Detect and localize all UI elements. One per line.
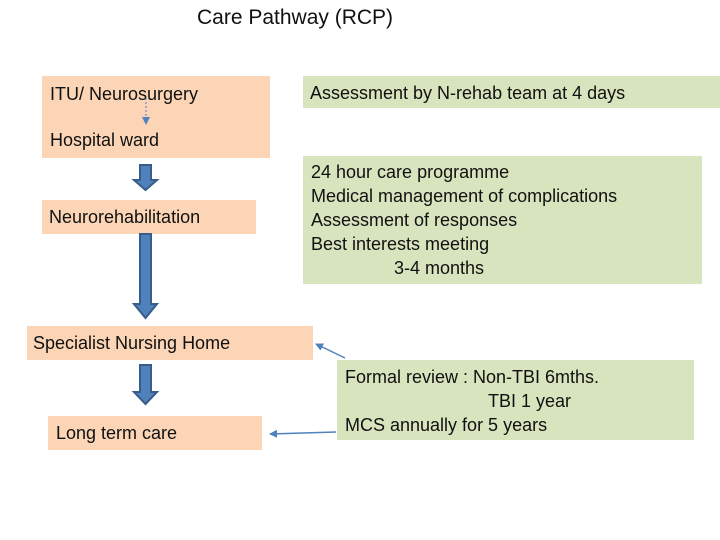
care-programme-line-5: 3-4 months xyxy=(394,258,485,278)
assessment-label: Assessment by N-rehab team at 4 days xyxy=(310,83,626,103)
neurorehabilitation-label: Neurorehabilitation xyxy=(49,207,201,227)
down-arrow-3 xyxy=(134,365,157,404)
care-programme-line-1: 24 hour care programme xyxy=(311,162,510,182)
formal-review-line-1: Formal review : Non-TBI 6mths. xyxy=(345,367,600,387)
review-to-nursing-home-arrow xyxy=(316,344,345,358)
down-arrow-1 xyxy=(134,165,157,190)
formal-review-line-2: TBI 1 year xyxy=(488,391,572,411)
formal-review-line-3: MCS annually for 5 years xyxy=(345,415,548,435)
care-programme-line-2: Medical management of complications xyxy=(311,186,618,206)
review-to-long-term-care-arrow xyxy=(270,432,336,434)
hospital-ward-label: Hospital ward xyxy=(50,130,160,150)
diagram-title: Care Pathway (RCP) xyxy=(197,6,394,29)
care-programme-line-4: Best interests meeting xyxy=(311,234,490,254)
down-arrow-2 xyxy=(134,234,157,318)
itu-neurosurgery-label: ITU/ Neurosurgery xyxy=(50,84,199,104)
specialist-nursing-home-label: Specialist Nursing Home xyxy=(33,333,231,353)
long-term-care-label: Long term care xyxy=(56,423,178,443)
care-programme-line-3: Assessment of responses xyxy=(311,210,518,230)
